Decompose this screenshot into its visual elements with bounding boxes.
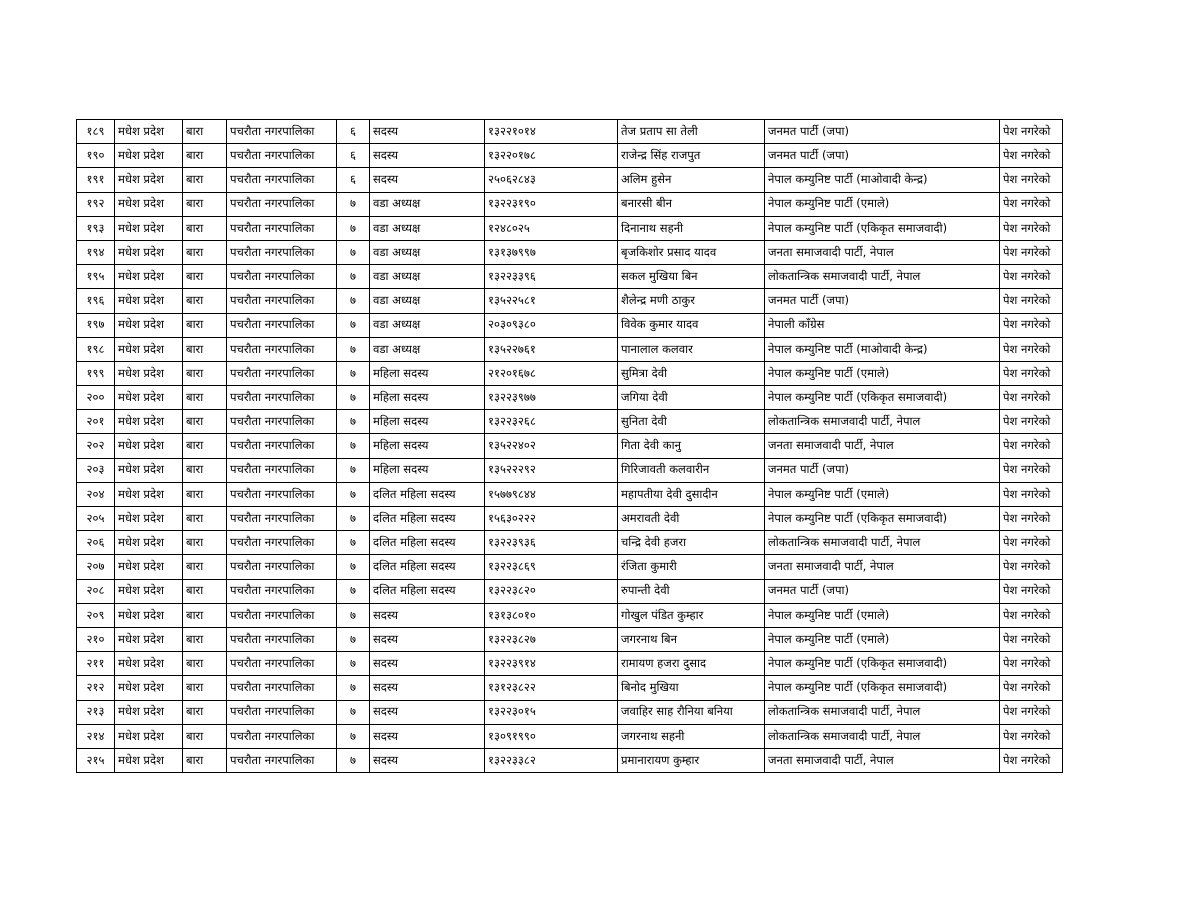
province-cell: मधेश प्रदेश (115, 482, 183, 506)
voter-id-cell: २१२०१६७८ (485, 361, 618, 385)
province-cell: मधेश प्रदेश (115, 410, 183, 434)
municipality-cell: पचरौता नगरपालिका (227, 313, 337, 337)
status-cell: पेश नगरेको (1000, 676, 1063, 700)
post-cell: वडा अध्यक्ष (370, 289, 485, 313)
party-cell: नेपाल कम्युनिष्ट पार्टी (एमाले) (765, 627, 1000, 651)
post-cell: सदस्य (370, 168, 485, 192)
status-cell: पेश नगरेको (1000, 652, 1063, 676)
table-row (77, 192, 1063, 216)
serial-number-cell: २१४ (77, 724, 115, 748)
table-row (77, 144, 1063, 168)
status-cell: पेश नगरेको (1000, 724, 1063, 748)
ward-number-cell: ७ (337, 313, 370, 337)
voter-id-cell: २५०६२८४३ (485, 168, 618, 192)
ward-number-cell: ६ (337, 120, 370, 144)
district-cell: बारा (183, 192, 227, 216)
table-row (77, 555, 1063, 579)
municipality-cell: पचरौता नगरपालिका (227, 216, 337, 240)
voter-id-cell: १३२२३०१५ (485, 700, 618, 724)
district-cell: बारा (183, 410, 227, 434)
serial-number-cell: २१२ (77, 676, 115, 700)
candidate-name-cell: गोखुल पंडित कुम्हार (618, 603, 765, 627)
voter-id-cell: १३५२२५८१ (485, 289, 618, 313)
voter-id-cell: १३२२३८२७ (485, 627, 618, 651)
province-cell: मधेश प्रदेश (115, 603, 183, 627)
district-cell: बारा (183, 337, 227, 361)
district-cell: बारा (183, 676, 227, 700)
status-cell: पेश नगरेको (1000, 627, 1063, 651)
voter-id-cell: १३२२३९१४ (485, 652, 618, 676)
ward-number-cell: ७ (337, 240, 370, 264)
serial-number-cell: २०३ (77, 458, 115, 482)
province-cell: मधेश प्रदेश (115, 676, 183, 700)
district-cell: बारा (183, 144, 227, 168)
municipality-cell: पचरौता नगरपालिका (227, 120, 337, 144)
status-cell: पेश नगरेको (1000, 337, 1063, 361)
party-cell: नेपाल कम्युनिष्ट पार्टी (एमाले) (765, 192, 1000, 216)
ward-number-cell: ७ (337, 216, 370, 240)
serial-number-cell: २०७ (77, 555, 115, 579)
table-row (77, 240, 1063, 264)
post-cell: वडा अध्यक्ष (370, 216, 485, 240)
candidate-name-cell: बनारसी बीन (618, 192, 765, 216)
serial-number-cell: २०९ (77, 603, 115, 627)
status-cell: पेश नगरेको (1000, 434, 1063, 458)
voter-id-cell: १३१३८०१० (485, 603, 618, 627)
candidate-name-cell: पानालाल कलवार (618, 337, 765, 361)
province-cell: मधेश प्रदेश (115, 507, 183, 531)
serial-number-cell: १९१ (77, 168, 115, 192)
district-cell: बारा (183, 386, 227, 410)
municipality-cell: पचरौता नगरपालिका (227, 458, 337, 482)
province-cell: मधेश प्रदेश (115, 458, 183, 482)
party-cell: नेपाल कम्युनिष्ट पार्टी (एमाले) (765, 361, 1000, 385)
province-cell: मधेश प्रदेश (115, 168, 183, 192)
post-cell: महिला सदस्य (370, 361, 485, 385)
party-cell: नेपाल कम्युनिष्ट पार्टी (एमाले) (765, 603, 1000, 627)
serial-number-cell: २०१ (77, 410, 115, 434)
status-cell: पेश नगरेको (1000, 579, 1063, 603)
status-cell: पेश नगरेको (1000, 531, 1063, 555)
status-cell: पेश नगरेको (1000, 361, 1063, 385)
table-row (77, 337, 1063, 361)
serial-number-cell: २०४ (77, 482, 115, 506)
province-cell: मधेश प्रदेश (115, 386, 183, 410)
district-cell: बारा (183, 748, 227, 772)
ward-number-cell: ७ (337, 192, 370, 216)
voter-id-cell: १३२२३९३६ (485, 531, 618, 555)
province-cell: मधेश प्रदेश (115, 120, 183, 144)
table-row (77, 748, 1063, 772)
table-row (77, 579, 1063, 603)
serial-number-cell: २०० (77, 386, 115, 410)
candidate-name-cell: चन्द्रि देवी हजरा (618, 531, 765, 555)
voter-id-cell: १३२२३३८२ (485, 748, 618, 772)
voter-id-cell: १३५२२४०२ (485, 434, 618, 458)
post-cell: सदस्य (370, 700, 485, 724)
status-cell: पेश नगरेको (1000, 144, 1063, 168)
serial-number-cell: २०८ (77, 579, 115, 603)
municipality-cell: पचरौता नगरपालिका (227, 700, 337, 724)
province-cell: मधेश प्रदेश (115, 192, 183, 216)
district-cell: बारा (183, 700, 227, 724)
province-cell: मधेश प्रदेश (115, 216, 183, 240)
candidate-name-cell: दिनानाथ सहनी (618, 216, 765, 240)
status-cell: पेश नगरेको (1000, 265, 1063, 289)
municipality-cell: पचरौता नगरपालिका (227, 434, 337, 458)
table-row (77, 265, 1063, 289)
party-cell: लोकतान्त्रिक समाजवादी पार्टी, नेपाल (765, 265, 1000, 289)
party-cell: जनमत पार्टी (जपा) (765, 144, 1000, 168)
party-cell: नेपाल कम्युनिष्ट पार्टी (एकिकृत समाजवादी) (765, 216, 1000, 240)
province-cell: मधेश प्रदेश (115, 240, 183, 264)
ward-number-cell: ७ (337, 531, 370, 555)
post-cell: वडा अध्यक्ष (370, 313, 485, 337)
post-cell: सदस्य (370, 676, 485, 700)
ward-number-cell: ७ (337, 603, 370, 627)
ward-number-cell: ७ (337, 289, 370, 313)
candidate-name-cell: जगरनाथ बिन (618, 627, 765, 651)
ward-number-cell: ७ (337, 434, 370, 458)
candidate-name-cell: राजेन्द्र सिंह राजपुत (618, 144, 765, 168)
province-cell: मधेश प्रदेश (115, 434, 183, 458)
post-cell: महिला सदस्य (370, 386, 485, 410)
candidate-name-cell: अलिम हुसेन (618, 168, 765, 192)
voter-id-cell: १५६३०२२२ (485, 507, 618, 531)
status-cell: पेश नगरेको (1000, 168, 1063, 192)
candidate-name-cell: जवाहिर साह रौनिया बनिया (618, 700, 765, 724)
ward-number-cell: ७ (337, 652, 370, 676)
ward-number-cell: ६ (337, 144, 370, 168)
party-cell: लोकतान्त्रिक समाजवादी पार्टी, नेपाल (765, 724, 1000, 748)
serial-number-cell: १९० (77, 144, 115, 168)
status-cell: पेश नगरेको (1000, 482, 1063, 506)
district-cell: बारा (183, 579, 227, 603)
post-cell: सदस्य (370, 144, 485, 168)
candidate-name-cell: रंजिता कुमारी (618, 555, 765, 579)
status-cell: पेश नगरेको (1000, 555, 1063, 579)
post-cell: महिला सदस्य (370, 458, 485, 482)
table-row (77, 676, 1063, 700)
voter-id-cell: १३१३७९९७ (485, 240, 618, 264)
ward-number-cell: ७ (337, 724, 370, 748)
serial-number-cell: १९७ (77, 313, 115, 337)
voter-id-cell: १३२२३१९० (485, 192, 618, 216)
voter-id-cell: १३५२२७६१ (485, 337, 618, 361)
province-cell: मधेश प्रदेश (115, 627, 183, 651)
ward-number-cell: ७ (337, 555, 370, 579)
serial-number-cell: २११ (77, 652, 115, 676)
party-cell: लोकतान्त्रिक समाजवादी पार्टी, नेपाल (765, 410, 1000, 434)
district-cell: बारा (183, 216, 227, 240)
voter-id-cell: १३२२३८६९ (485, 555, 618, 579)
post-cell: सदस्य (370, 627, 485, 651)
voter-id-cell: १३२२३२६८ (485, 410, 618, 434)
district-cell: बारा (183, 240, 227, 264)
province-cell: मधेश प्रदेश (115, 555, 183, 579)
party-cell: जनता समाजवादी पार्टी, नेपाल (765, 434, 1000, 458)
district-cell: बारा (183, 507, 227, 531)
status-cell: पेश नगरेको (1000, 240, 1063, 264)
party-cell: नेपाल कम्युनिष्ट पार्टी (माओवादी केन्द्र) (765, 168, 1000, 192)
voter-id-cell: १३५२२२९२ (485, 458, 618, 482)
status-cell: पेश नगरेको (1000, 120, 1063, 144)
post-cell: महिला सदस्य (370, 434, 485, 458)
district-cell: बारा (183, 458, 227, 482)
status-cell: पेश नगरेको (1000, 603, 1063, 627)
party-cell: नेपाल कम्युनिष्ट पार्टी (माओवादी केन्द्र) (765, 337, 1000, 361)
post-cell: सदस्य (370, 724, 485, 748)
serial-number-cell: १९६ (77, 289, 115, 313)
ward-number-cell: ७ (337, 482, 370, 506)
candidate-name-cell: सुनिता देवी (618, 410, 765, 434)
district-cell: बारा (183, 168, 227, 192)
municipality-cell: पचरौता नगरपालिका (227, 265, 337, 289)
province-cell: मधेश प्रदेश (115, 144, 183, 168)
candidate-name-cell: रामायण हजरा दुसाद (618, 652, 765, 676)
table-row (77, 216, 1063, 240)
candidate-table (76, 119, 1063, 773)
ward-number-cell: ७ (337, 265, 370, 289)
voter-id-cell: १३२२३९७७ (485, 386, 618, 410)
party-cell: लोकतान्त्रिक समाजवादी पार्टी, नेपाल (765, 531, 1000, 555)
province-cell: मधेश प्रदेश (115, 724, 183, 748)
ward-number-cell: ७ (337, 410, 370, 434)
province-cell: मधेश प्रदेश (115, 652, 183, 676)
candidate-name-cell: रुपान्ती देवी (618, 579, 765, 603)
voter-id-cell: १३२२०१७८ (485, 144, 618, 168)
province-cell: मधेश प्रदेश (115, 337, 183, 361)
candidate-name-cell: महापतीया देवी दुसादीन (618, 482, 765, 506)
status-cell: पेश नगरेको (1000, 748, 1063, 772)
post-cell: सदस्य (370, 603, 485, 627)
post-cell: महिला सदस्य (370, 410, 485, 434)
ward-number-cell: ७ (337, 579, 370, 603)
municipality-cell: पचरौता नगरपालिका (227, 168, 337, 192)
district-cell: बारा (183, 313, 227, 337)
province-cell: मधेश प्रदेश (115, 531, 183, 555)
voter-id-cell: १३०९१९९० (485, 724, 618, 748)
table-row (77, 724, 1063, 748)
party-cell: जनमत पार्टी (जपा) (765, 579, 1000, 603)
ward-number-cell: ७ (337, 458, 370, 482)
status-cell: पेश नगरेको (1000, 216, 1063, 240)
voter-id-cell: १३२२३८२० (485, 579, 618, 603)
serial-number-cell: २०६ (77, 531, 115, 555)
serial-number-cell: २१० (77, 627, 115, 651)
party-cell: नेपाल कम्युनिष्ट पार्टी (एमाले) (765, 482, 1000, 506)
candidate-name-cell: अमरावती देवी (618, 507, 765, 531)
serial-number-cell: १९५ (77, 265, 115, 289)
municipality-cell: पचरौता नगरपालिका (227, 361, 337, 385)
status-cell: पेश नगरेको (1000, 458, 1063, 482)
serial-number-cell: १९४ (77, 240, 115, 264)
voter-id-cell: १५७७९८४४ (485, 482, 618, 506)
table-row (77, 120, 1063, 144)
ward-number-cell: ७ (337, 748, 370, 772)
district-cell: बारा (183, 265, 227, 289)
table-row (77, 168, 1063, 192)
municipality-cell: पचरौता नगरपालिका (227, 652, 337, 676)
serial-number-cell: २०२ (77, 434, 115, 458)
post-cell: दलित महिला सदस्य (370, 579, 485, 603)
status-cell: पेश नगरेको (1000, 700, 1063, 724)
status-cell: पेश नगरेको (1000, 289, 1063, 313)
ward-number-cell: ७ (337, 337, 370, 361)
municipality-cell: पचरौता नगरपालिका (227, 289, 337, 313)
party-cell: नेपाल कम्युनिष्ट पार्टी (एकिकृत समाजवादी) (765, 652, 1000, 676)
municipality-cell: पचरौता नगरपालिका (227, 676, 337, 700)
table-row (77, 627, 1063, 651)
candidate-name-cell: विवेक कुमार यादव (618, 313, 765, 337)
province-cell: मधेश प्रदेश (115, 361, 183, 385)
voter-id-cell: १२४८०२५ (485, 216, 618, 240)
province-cell: मधेश प्रदेश (115, 313, 183, 337)
district-cell: बारा (183, 482, 227, 506)
candidate-name-cell: शैलेन्द्र मणी ठाकुर (618, 289, 765, 313)
status-cell: पेश नगरेको (1000, 386, 1063, 410)
party-cell: जनमत पार्टी (जपा) (765, 120, 1000, 144)
post-cell: वडा अध्यक्ष (370, 240, 485, 264)
candidate-name-cell: बिनोद मुखिया (618, 676, 765, 700)
municipality-cell: पचरौता नगरपालिका (227, 410, 337, 434)
party-cell: नेपाल कम्युनिष्ट पार्टी (एकिकृत समाजवादी) (765, 507, 1000, 531)
post-cell: सदस्य (370, 120, 485, 144)
ward-number-cell: ७ (337, 676, 370, 700)
ward-number-cell: ७ (337, 386, 370, 410)
candidate-name-cell: गिरिजावती कलवारीन (618, 458, 765, 482)
candidate-name-cell: प्रमानारायण कुम्हार (618, 748, 765, 772)
post-cell: वडा अध्यक्ष (370, 337, 485, 361)
table-row (77, 386, 1063, 410)
district-cell: बारा (183, 531, 227, 555)
municipality-cell: पचरौता नगरपालिका (227, 337, 337, 361)
table-row (77, 458, 1063, 482)
serial-number-cell: १८९ (77, 120, 115, 144)
voter-id-cell: १३२२१०१४ (485, 120, 618, 144)
table-row (77, 700, 1063, 724)
table-row (77, 289, 1063, 313)
ward-number-cell: ७ (337, 700, 370, 724)
serial-number-cell: १९८ (77, 337, 115, 361)
province-cell: मधेश प्रदेश (115, 289, 183, 313)
municipality-cell: पचरौता नगरपालिका (227, 144, 337, 168)
post-cell: दलित महिला सदस्य (370, 531, 485, 555)
voter-id-cell: २०३०९३८० (485, 313, 618, 337)
table-row (77, 507, 1063, 531)
municipality-cell: पचरौता नगरपालिका (227, 603, 337, 627)
table-row (77, 410, 1063, 434)
party-cell: नेपाल कम्युनिष्ट पार्टी (एकिकृत समाजवादी) (765, 386, 1000, 410)
party-cell: जनता समाजवादी पार्टी, नेपाल (765, 240, 1000, 264)
table-row (77, 652, 1063, 676)
voter-id-cell: १३२२३३९६ (485, 265, 618, 289)
candidate-name-cell: बृजकिशोर प्रसाद यादव (618, 240, 765, 264)
candidate-name-cell: सुमित्रा देवी (618, 361, 765, 385)
post-cell: दलित महिला सदस्य (370, 507, 485, 531)
municipality-cell: पचरौता नगरपालिका (227, 240, 337, 264)
municipality-cell: पचरौता नगरपालिका (227, 192, 337, 216)
district-cell: बारा (183, 724, 227, 748)
candidate-name-cell: सकल मुखिया बिन (618, 265, 765, 289)
serial-number-cell: २१५ (77, 748, 115, 772)
candidate-name-cell: गिता देवी कानु (618, 434, 765, 458)
municipality-cell: पचरौता नगरपालिका (227, 531, 337, 555)
district-cell: बारा (183, 603, 227, 627)
serial-number-cell: २१३ (77, 700, 115, 724)
municipality-cell: पचरौता नगरपालिका (227, 507, 337, 531)
district-cell: बारा (183, 434, 227, 458)
post-cell: दलित महिला सदस्य (370, 482, 485, 506)
province-cell: मधेश प्रदेश (115, 265, 183, 289)
district-cell: बारा (183, 652, 227, 676)
status-cell: पेश नगरेको (1000, 313, 1063, 337)
municipality-cell: पचरौता नगरपालिका (227, 627, 337, 651)
serial-number-cell: १९२ (77, 192, 115, 216)
post-cell: वडा अध्यक्ष (370, 265, 485, 289)
candidate-name-cell: जगिया देवी (618, 386, 765, 410)
municipality-cell: पचरौता नगरपालिका (227, 748, 337, 772)
party-cell: नेपाल कम्युनिष्ट पार्टी (एकिकृत समाजवादी) (765, 676, 1000, 700)
district-cell: बारा (183, 289, 227, 313)
ward-number-cell: ७ (337, 627, 370, 651)
post-cell: सदस्य (370, 748, 485, 772)
district-cell: बारा (183, 120, 227, 144)
district-cell: बारा (183, 555, 227, 579)
table-row (77, 313, 1063, 337)
province-cell: मधेश प्रदेश (115, 579, 183, 603)
table-row (77, 531, 1063, 555)
serial-number-cell: १९९ (77, 361, 115, 385)
party-cell: जनमत पार्टी (जपा) (765, 458, 1000, 482)
province-cell: मधेश प्रदेश (115, 700, 183, 724)
district-cell: बारा (183, 361, 227, 385)
party-cell: जनमत पार्टी (जपा) (765, 289, 1000, 313)
party-cell: जनता समाजवादी पार्टी, नेपाल (765, 555, 1000, 579)
municipality-cell: पचरौता नगरपालिका (227, 579, 337, 603)
party-cell: जनता समाजवादी पार्टी, नेपाल (765, 748, 1000, 772)
municipality-cell: पचरौता नगरपालिका (227, 724, 337, 748)
table-row (77, 434, 1063, 458)
ward-number-cell: ७ (337, 507, 370, 531)
status-cell: पेश नगरेको (1000, 507, 1063, 531)
province-cell: मधेश प्रदेश (115, 748, 183, 772)
table-row (77, 482, 1063, 506)
table-row (77, 603, 1063, 627)
status-cell: पेश नगरेको (1000, 410, 1063, 434)
post-cell: सदस्य (370, 652, 485, 676)
party-cell: लोकतान्त्रिक समाजवादी पार्टी, नेपाल (765, 700, 1000, 724)
candidate-name-cell: तेज प्रताप सा तेली (618, 120, 765, 144)
municipality-cell: पचरौता नगरपालिका (227, 386, 337, 410)
district-cell: बारा (183, 627, 227, 651)
ward-number-cell: ६ (337, 168, 370, 192)
party-cell: नेपाली काँग्रेस (765, 313, 1000, 337)
municipality-cell: पचरौता नगरपालिका (227, 482, 337, 506)
status-cell: पेश नगरेको (1000, 192, 1063, 216)
post-cell: वडा अध्यक्ष (370, 192, 485, 216)
table-row (77, 361, 1063, 385)
voter-id-cell: १३१२३८२२ (485, 676, 618, 700)
serial-number-cell: १९३ (77, 216, 115, 240)
municipality-cell: पचरौता नगरपालिका (227, 555, 337, 579)
ward-number-cell: ७ (337, 361, 370, 385)
candidate-name-cell: जगरनाथ सहनी (618, 724, 765, 748)
serial-number-cell: २०५ (77, 507, 115, 531)
post-cell: दलित महिला सदस्य (370, 555, 485, 579)
